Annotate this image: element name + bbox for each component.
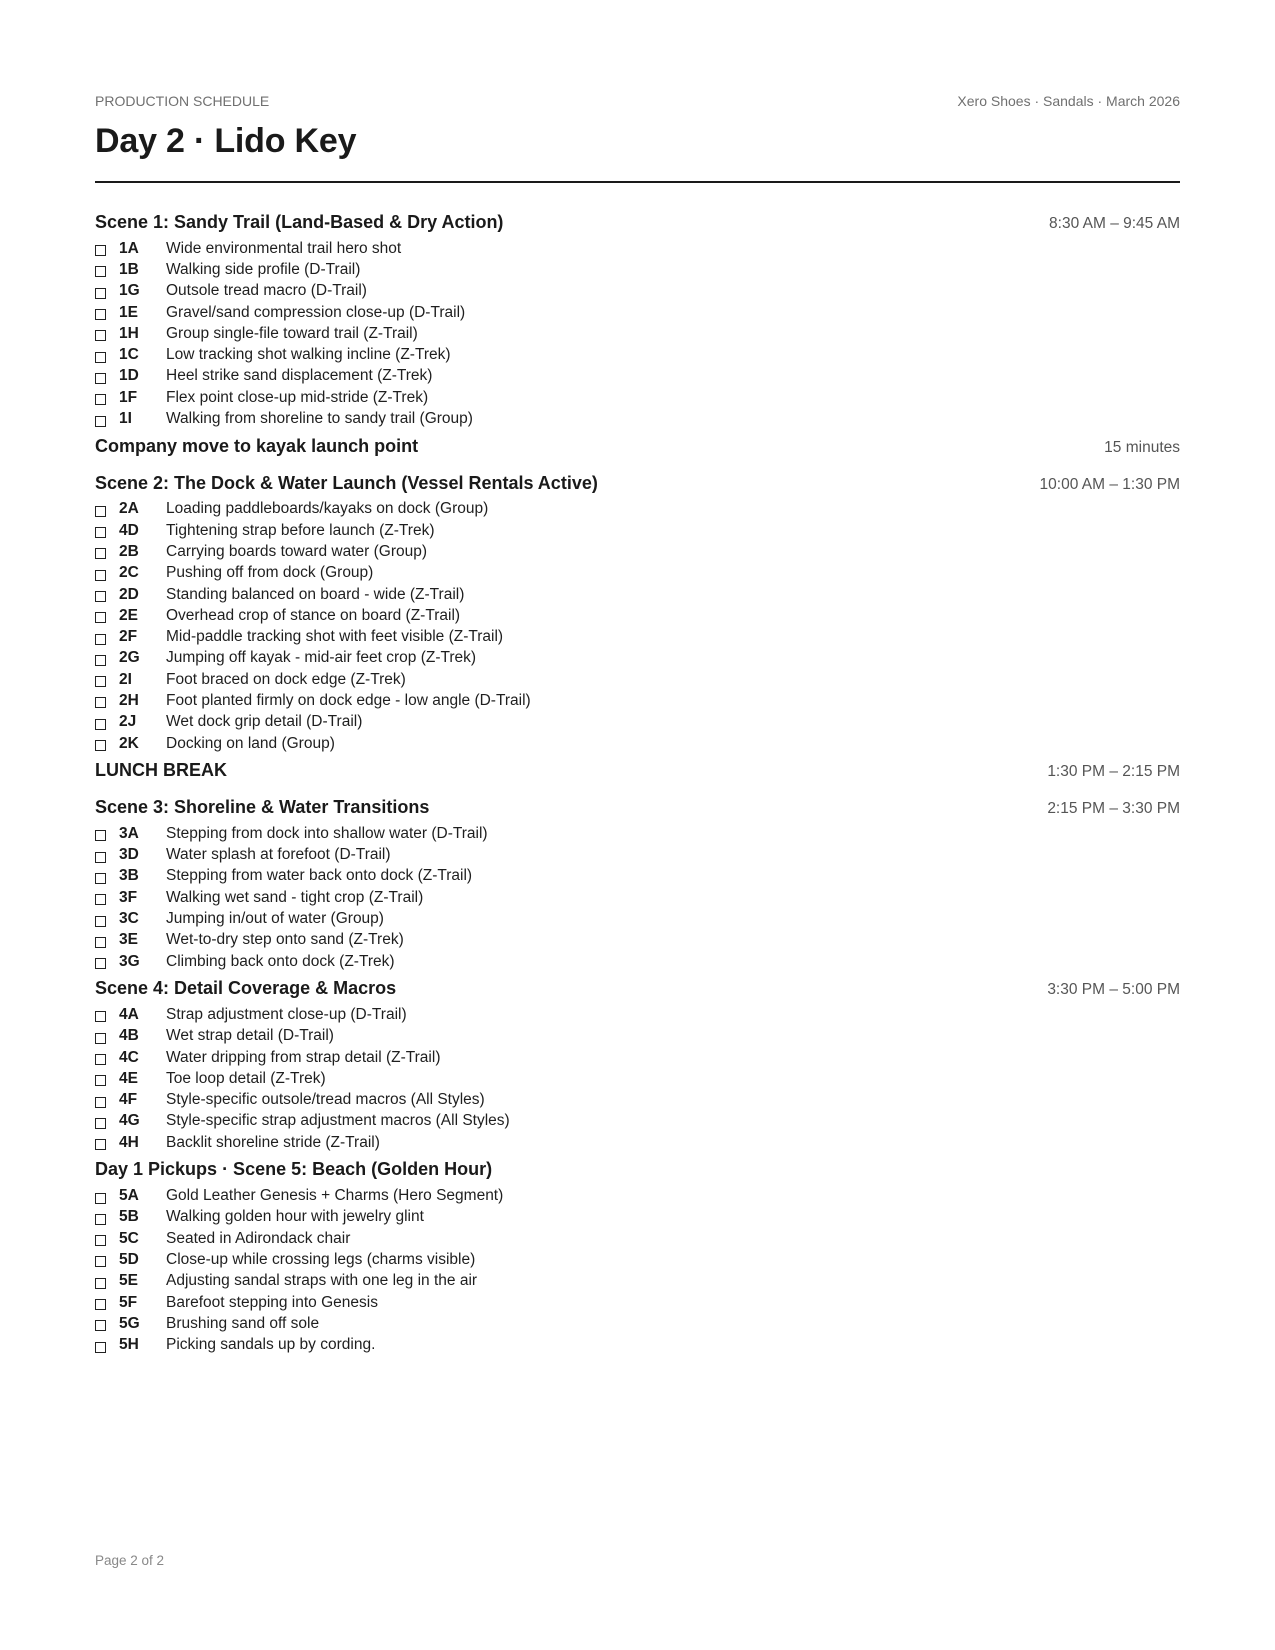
- scene-block: [95, 473, 1180, 755]
- shot-description: Stepping from water back onto dock (Z-Trail): [166, 867, 473, 885]
- shot-checkbox[interactable]: [95, 916, 106, 927]
- shot-description: Heel strike sand displacement (Z-Trek): [166, 367, 433, 385]
- shot-description: Low tracking shot walking incline (Z-Trek): [166, 346, 451, 364]
- page-header: [95, 93, 1180, 109]
- shot-item: [95, 302, 1180, 323]
- shot-item: [95, 1313, 1180, 1334]
- shot-description: Picking sandals up by cording.: [166, 1336, 376, 1354]
- shot-checkbox[interactable]: [95, 288, 106, 299]
- shot-checkbox[interactable]: [95, 570, 106, 581]
- scene-title: Scene 2: The Dock & Water Launch (Vessel Rentals Active): [95, 472, 598, 493]
- scene-title: Day 1 Pickups · Scene 5: Beach (Golden Hour): [95, 1159, 493, 1180]
- shot-checkbox[interactable]: [95, 1320, 106, 1331]
- shot-id: 1B: [119, 260, 139, 278]
- shot-item: [95, 520, 1180, 541]
- shot-item: [95, 1249, 1180, 1270]
- page-number: Page 2 of 2: [95, 1553, 165, 1568]
- shot-id: 1D: [119, 367, 139, 385]
- shot-description: Close-up while crossing legs (charms visible): [166, 1250, 476, 1268]
- shot-description: Pushing off from dock (Group): [166, 564, 374, 582]
- shot-checkbox[interactable]: [95, 740, 106, 751]
- shot-description: Docking on land (Group): [166, 734, 335, 752]
- shot-id: 5B: [119, 1208, 139, 1226]
- shot-description: Outsole tread macro (D-Trail): [166, 282, 367, 300]
- break-title: Company move to kayak launch point: [95, 435, 419, 456]
- shot-description: Standing balanced on board - wide (Z-Trail): [166, 585, 465, 603]
- shot-checkbox[interactable]: [95, 1235, 106, 1246]
- shot-id: 1G: [119, 282, 140, 300]
- page-title: Day 2 · Lido Key: [95, 122, 357, 160]
- shot-item: [95, 1228, 1180, 1249]
- shot-checkbox[interactable]: [95, 416, 106, 427]
- shot-description: Adjusting sandal straps with one leg in the air: [166, 1272, 478, 1290]
- shot-checkbox[interactable]: [95, 1193, 106, 1204]
- scene-title: Scene 3: Shoreline & Water Transitions: [95, 797, 430, 818]
- shot-description: Walking side profile (D-Trail): [166, 260, 361, 278]
- shot-checkbox[interactable]: [95, 394, 106, 405]
- shot-item: [95, 499, 1180, 520]
- shot-id: 1H: [119, 324, 139, 342]
- shot-item: [95, 951, 1180, 972]
- shot-item: [95, 930, 1180, 951]
- shot-description: Loading paddleboards/kayaks on dock (Group): [166, 500, 489, 518]
- shot-item: [95, 344, 1180, 365]
- shot-item: [95, 1207, 1180, 1228]
- shot-item: [95, 887, 1180, 908]
- shot-id: 3B: [119, 867, 139, 885]
- shot-checkbox[interactable]: [95, 612, 106, 623]
- shot-checkbox[interactable]: [95, 1054, 106, 1065]
- shot-checkbox[interactable]: [95, 309, 106, 320]
- scene-block: [95, 212, 1180, 430]
- shot-item: [95, 1090, 1180, 1111]
- shot-list: [95, 823, 1180, 972]
- shot-checkbox[interactable]: [95, 548, 106, 559]
- shot-id: 3D: [119, 846, 139, 864]
- shot-description: Jumping off kayak - mid-air feet crop (Z-Trek): [166, 649, 477, 667]
- shot-checkbox[interactable]: [95, 266, 106, 277]
- shot-item: [95, 1292, 1180, 1313]
- shot-description: Walking wet sand - tight crop (Z-Trail): [166, 888, 424, 906]
- scene-header: [95, 212, 1180, 237]
- shot-id: 3E: [119, 931, 138, 949]
- shot-description: Wet-to-dry step onto sand (Z-Trek): [166, 931, 404, 949]
- shot-checkbox[interactable]: [95, 245, 106, 256]
- break-title: LUNCH BREAK: [95, 760, 227, 781]
- shot-item: [95, 845, 1180, 866]
- shot-description: Brushing sand off sole: [166, 1314, 320, 1332]
- shot-id: 2C: [119, 564, 139, 582]
- shot-id: 5G: [119, 1314, 140, 1332]
- shot-id: 1A: [119, 239, 139, 257]
- shot-description: Tightening strap before launch (Z-Trek): [166, 521, 435, 539]
- shot-checkbox[interactable]: [95, 506, 106, 517]
- shot-checkbox[interactable]: [95, 719, 106, 730]
- shot-description: Overhead crop of stance on board (Z-Trail): [166, 606, 461, 624]
- scene-header: [95, 1159, 1180, 1184]
- shot-item: [95, 823, 1180, 844]
- shot-item: [95, 366, 1180, 387]
- scene-header: [95, 473, 1180, 498]
- shot-item: [95, 541, 1180, 562]
- shot-item: [95, 1334, 1180, 1355]
- shot-description: Mid-paddle tracking shot with feet visible (Z-Trail): [166, 628, 504, 646]
- shot-description: Wide environmental trail hero shot: [166, 239, 402, 257]
- shot-checkbox[interactable]: [95, 830, 106, 841]
- shot-item: [95, 1026, 1180, 1047]
- shot-item: [95, 259, 1180, 280]
- shot-id: 2D: [119, 585, 139, 603]
- shot-checkbox[interactable]: [95, 655, 106, 666]
- shot-item: [95, 690, 1180, 711]
- shot-id: 2G: [119, 649, 140, 667]
- shot-id: 1C: [119, 346, 139, 364]
- scene-header: [95, 797, 1180, 822]
- shot-description: Water splash at forefoot (D-Trail): [166, 846, 391, 864]
- shot-id: 2K: [119, 734, 139, 752]
- shot-id: 3A: [119, 824, 139, 842]
- shot-checkbox[interactable]: [95, 1342, 106, 1353]
- shot-id: 5D: [119, 1250, 139, 1268]
- shot-id: 5A: [119, 1187, 139, 1205]
- shot-id: 5C: [119, 1229, 139, 1247]
- shot-id: 4H: [119, 1133, 139, 1151]
- shot-id: 5E: [119, 1272, 138, 1290]
- shot-item: [95, 1111, 1180, 1132]
- shot-description: Wet dock grip detail (D-Trail): [166, 713, 363, 731]
- shot-id: 2B: [119, 542, 139, 560]
- project-info: Xero Shoes · Sandals · March 2026: [957, 93, 1180, 109]
- shot-description: Wet strap detail (D-Trail): [166, 1027, 334, 1045]
- shot-checkbox[interactable]: [95, 373, 106, 384]
- scene-time: 10:00 AM – 1:30 PM: [1039, 475, 1180, 493]
- shot-id: 2A: [119, 500, 139, 518]
- scene-title: Scene 4: Detail Coverage & Macros: [95, 978, 397, 999]
- shot-item: [95, 1004, 1180, 1025]
- shot-description: Water dripping from strap detail (Z-Trail): [166, 1048, 441, 1066]
- document-type-label: PRODUCTION SCHEDULE: [95, 93, 270, 109]
- shot-item: [95, 584, 1180, 605]
- shot-item: [95, 323, 1180, 344]
- shot-description: Foot planted firmly on dock edge - low angle (D-Trail): [166, 691, 531, 709]
- shot-checkbox[interactable]: [95, 352, 106, 363]
- shot-id: 4A: [119, 1005, 139, 1023]
- shot-description: Group single-file toward trail (Z-Trail): [166, 324, 418, 342]
- shot-id: 2I: [119, 670, 132, 688]
- shot-checkbox[interactable]: [95, 1097, 106, 1108]
- shot-id: 5F: [119, 1293, 138, 1311]
- shot-item: [95, 1047, 1180, 1068]
- scene-block: [95, 1159, 1180, 1355]
- shot-checkbox[interactable]: [95, 634, 106, 645]
- shot-checkbox[interactable]: [95, 852, 106, 863]
- shot-id: 4G: [119, 1112, 140, 1130]
- schedule-break: [95, 436, 1180, 461]
- shot-description: Toe loop detail (Z-Trek): [166, 1069, 326, 1087]
- shot-id: 1F: [119, 388, 138, 406]
- shot-checkbox[interactable]: [95, 958, 106, 969]
- schedule-break: [95, 760, 1180, 785]
- header-divider: [95, 181, 1180, 183]
- shot-checkbox[interactable]: [95, 937, 106, 948]
- shot-item: [95, 238, 1180, 259]
- shot-description: Walking from shoreline to sandy trail (Group): [166, 410, 473, 428]
- shot-id: 5H: [119, 1336, 139, 1354]
- shot-description: Jumping in/out of water (Group): [166, 910, 384, 928]
- shot-list: [95, 1004, 1180, 1153]
- shot-description: Walking golden hour with jewelry glint: [166, 1208, 424, 1226]
- shot-description: Style-specific outsole/tread macros (All Styles): [166, 1091, 485, 1109]
- schedule-content: [95, 212, 1180, 1362]
- shot-id: 2F: [119, 628, 138, 646]
- shot-checkbox[interactable]: [95, 1075, 106, 1086]
- scene-block: [95, 797, 1180, 972]
- shot-checkbox[interactable]: [95, 873, 106, 884]
- shot-id: 2J: [119, 713, 137, 731]
- shot-item: [95, 387, 1180, 408]
- shot-checkbox[interactable]: [95, 1011, 106, 1022]
- shot-item: [95, 733, 1180, 754]
- shot-list: [95, 499, 1180, 755]
- shot-checkbox[interactable]: [95, 697, 106, 708]
- shot-description: Foot braced on dock edge (Z-Trek): [166, 670, 406, 688]
- shot-id: 4C: [119, 1048, 139, 1066]
- shot-id: 4D: [119, 521, 139, 539]
- shot-list: [95, 238, 1180, 430]
- shot-description: Gold Leather Genesis + Charms (Hero Segment): [166, 1187, 504, 1205]
- shot-item: [95, 669, 1180, 690]
- scene-title: Scene 1: Sandy Trail (Land-Based & Dry Action): [95, 212, 504, 232]
- break-time: 1:30 PM – 2:15 PM: [1047, 763, 1180, 781]
- shot-list: [95, 1185, 1180, 1355]
- shot-item: [95, 605, 1180, 626]
- shot-checkbox[interactable]: [95, 330, 106, 341]
- shot-checkbox[interactable]: [95, 1118, 106, 1129]
- shot-item: [95, 626, 1180, 647]
- shot-checkbox[interactable]: [95, 1033, 106, 1044]
- shot-item: [95, 648, 1180, 669]
- shot-id: 1E: [119, 303, 138, 321]
- shot-checkbox[interactable]: [95, 1299, 106, 1310]
- scene-header: [95, 978, 1180, 1003]
- shot-item: [95, 281, 1180, 302]
- shot-description: Gravel/sand compression close-up (D-Trail): [166, 303, 466, 321]
- shot-description: Stepping from dock into shallow water (D-Trail): [166, 824, 488, 842]
- scene-block: [95, 978, 1180, 1153]
- scene-time: 2:15 PM – 3:30 PM: [1047, 800, 1180, 818]
- shot-id: 1I: [119, 410, 132, 428]
- shot-id: 3G: [119, 952, 140, 970]
- shot-id: 3C: [119, 910, 139, 928]
- shot-item: [95, 408, 1180, 429]
- shot-description: Strap adjustment close-up (D-Trail): [166, 1005, 407, 1023]
- shot-id: 3F: [119, 888, 138, 906]
- break-time: 15 minutes: [1104, 438, 1180, 456]
- shot-item: [95, 866, 1180, 887]
- shot-id: 4F: [119, 1091, 138, 1109]
- shot-item: [95, 1185, 1180, 1206]
- shot-id: 2H: [119, 691, 139, 709]
- shot-item: [95, 908, 1180, 929]
- shot-checkbox[interactable]: [95, 1214, 106, 1225]
- shot-checkbox[interactable]: [95, 527, 106, 538]
- scene-time: 3:30 PM – 5:00 PM: [1047, 981, 1180, 999]
- shot-id: 4E: [119, 1069, 138, 1087]
- shot-description: Barefoot stepping into Genesis: [166, 1293, 378, 1311]
- scene-time: 8:30 AM – 9:45 AM: [1049, 215, 1180, 232]
- shot-item: [95, 563, 1180, 584]
- shot-checkbox[interactable]: [95, 676, 106, 687]
- shot-item: [95, 1068, 1180, 1089]
- shot-checkbox[interactable]: [95, 591, 106, 602]
- shot-description: Seated in Adirondack chair: [166, 1229, 351, 1247]
- shot-id: 4B: [119, 1027, 139, 1045]
- shot-item: [95, 1132, 1180, 1153]
- shot-checkbox[interactable]: [95, 1256, 106, 1267]
- shot-item: [95, 1271, 1180, 1292]
- shot-description: Style-specific strap adjustment macros (All Styles): [166, 1112, 510, 1130]
- shot-description: Flex point close-up mid-stride (Z-Trek): [166, 388, 429, 406]
- shot-id: 2E: [119, 606, 138, 624]
- shot-checkbox[interactable]: [95, 1278, 106, 1289]
- shot-item: [95, 712, 1180, 733]
- shot-description: Backlit shoreline stride (Z-Trail): [166, 1133, 380, 1151]
- shot-checkbox[interactable]: [95, 894, 106, 905]
- shot-description: Climbing back onto dock (Z-Trek): [166, 952, 395, 970]
- shot-checkbox[interactable]: [95, 1139, 106, 1150]
- shot-description: Carrying boards toward water (Group): [166, 542, 428, 560]
